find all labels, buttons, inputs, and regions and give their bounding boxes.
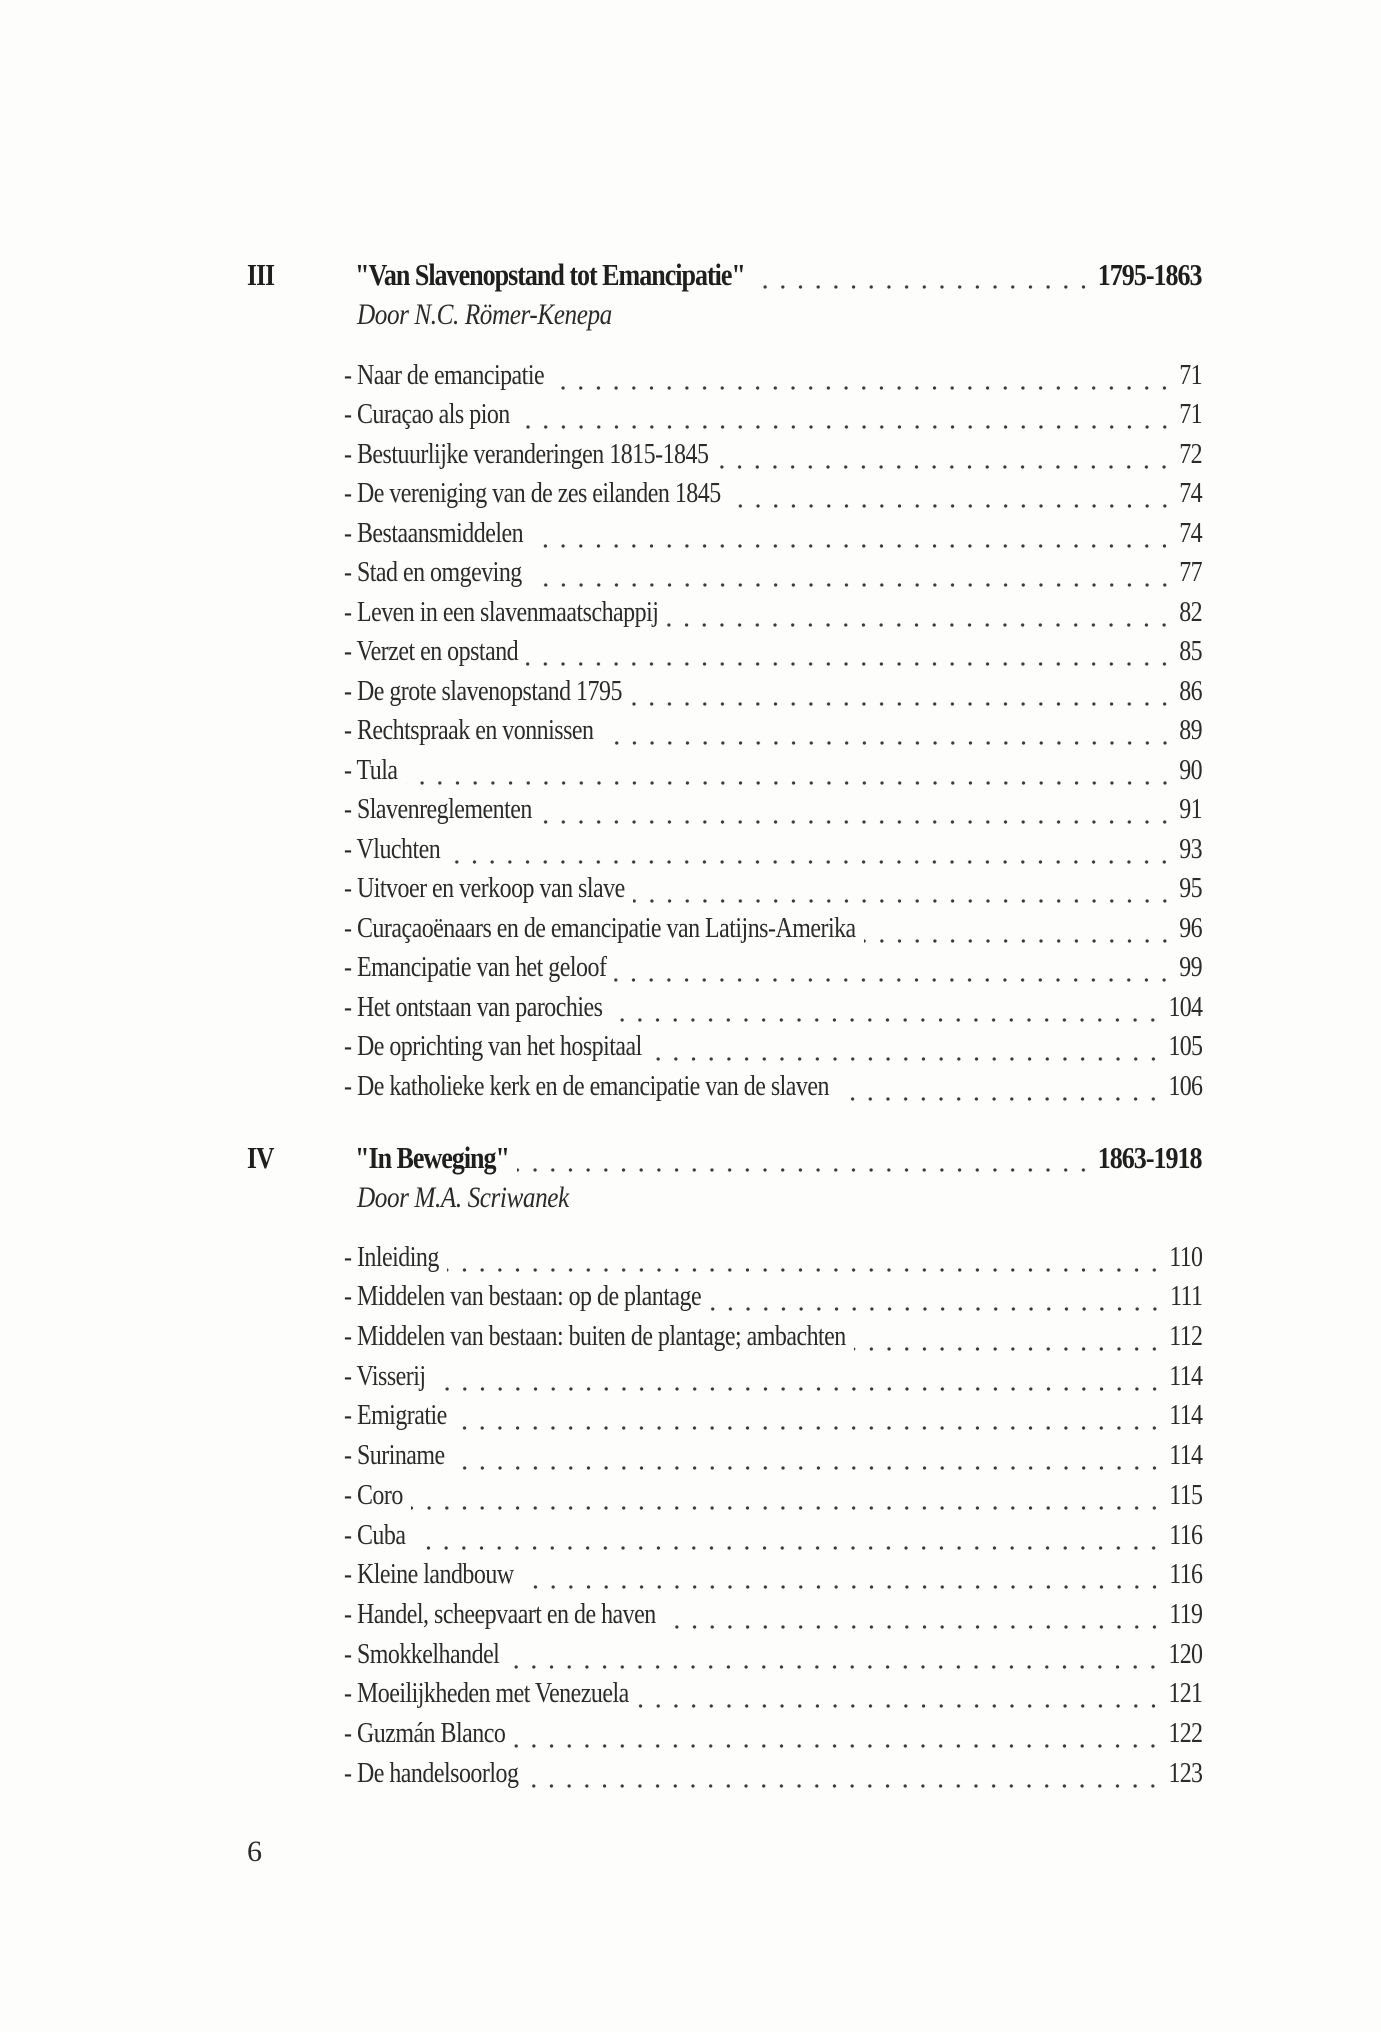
toc-entry[interactable] <box>344 1476 1202 1516</box>
dot-leader <box>513 1714 1162 1754</box>
entry-title: - Suriname <box>344 1440 445 1472</box>
entry-page-number: 89 <box>1179 715 1202 746</box>
toc-entry[interactable] <box>344 1397 1202 1437</box>
dot-leader <box>729 474 1174 514</box>
entry-title: - Inleiding <box>344 1241 439 1273</box>
toc-entry[interactable] <box>344 1556 1202 1596</box>
entry-title: - De grote slavenopstand 1795 <box>344 675 622 707</box>
entry-title: - Curaçaoënaars en de emancipatie van Latijns-Amerika <box>344 912 856 944</box>
entry-title: - De oprichting van het hospitaal <box>344 1031 642 1062</box>
page-number: 6 <box>247 1835 262 1868</box>
entry-page-number: 120 <box>1168 1638 1202 1670</box>
chapter-4 <box>0 1138 1381 1789</box>
entry-title: - Verzet en opstand <box>344 636 519 667</box>
entry-page-number: 90 <box>1179 754 1202 786</box>
entry-title: - Curaçao als pion <box>344 399 510 430</box>
dot-leader <box>602 711 1174 751</box>
dot-leader <box>854 1317 1163 1357</box>
entry-page-number: 71 <box>1179 399 1202 430</box>
entry-page-number: 95 <box>1179 873 1202 904</box>
entry-page-number: 106 <box>1168 1070 1202 1102</box>
entry-page-number: 96 <box>1179 912 1202 944</box>
toc-entry[interactable] <box>344 1317 1202 1357</box>
entry-list <box>344 1238 1202 1794</box>
entry-page-number: 122 <box>1168 1717 1202 1749</box>
entry-title: - Bestaansmiddelen <box>344 517 524 549</box>
dot-leader <box>448 830 1173 870</box>
dot-leader <box>518 395 1174 435</box>
entry-page-number: 123 <box>1168 1757 1202 1789</box>
dot-leader <box>552 356 1173 396</box>
toc-entry[interactable] <box>344 633 1202 673</box>
toc-entry[interactable] <box>344 1754 1202 1794</box>
entry-title: - Cuba <box>344 1519 406 1551</box>
entry-title: - Rechtspraak en vonnissen <box>344 715 594 746</box>
chapter-heading <box>0 255 1381 295</box>
toc-entry[interactable] <box>344 554 1202 594</box>
dot-leader <box>507 1635 1162 1675</box>
entry-title: - Guzmán Blanco <box>344 1717 506 1749</box>
entry-page-number: 114 <box>1168 1400 1202 1432</box>
entry-title: - Bestuurlijke veranderingen 1815-1845 <box>344 438 709 470</box>
dot-leader <box>526 632 1173 672</box>
chapter-heading <box>0 1138 1381 1178</box>
dot-leader <box>614 948 1173 988</box>
toc-entry[interactable] <box>344 791 1202 831</box>
entry-page-number: 82 <box>1179 596 1202 628</box>
entry-title: - De handelsoorlog <box>344 1757 519 1789</box>
dot-leader <box>453 1436 1163 1476</box>
chapter-3 <box>0 255 1381 1102</box>
entry-title: - Moeilijkheden met Venezuela <box>344 1678 629 1710</box>
entry-page-number: 119 <box>1168 1598 1202 1630</box>
toc-entry[interactable] <box>344 1516 1202 1556</box>
entry-title: - Kleine landbouw <box>344 1559 514 1591</box>
entry-page-number: 77 <box>1179 557 1202 588</box>
entry-page-number: 91 <box>1179 794 1202 825</box>
toc-entry[interactable] <box>344 475 1202 515</box>
chapter-author: Door N.C. Römer-Kenepa <box>357 298 612 331</box>
dot-leader <box>633 869 1174 909</box>
entry-list <box>344 356 1202 1107</box>
toc-entry[interactable] <box>344 751 1202 791</box>
dot-leader <box>610 988 1162 1028</box>
entry-page-number: 110 <box>1168 1241 1202 1273</box>
chapter-title-line <box>355 1138 1202 1178</box>
dot-leader <box>637 1674 1162 1714</box>
dot-leader <box>406 751 1174 791</box>
toc-entry[interactable] <box>344 1595 1202 1635</box>
entry-page-number: 85 <box>1179 636 1202 667</box>
toc-entry[interactable] <box>344 1028 1202 1068</box>
entry-title: - Stad en omgeving <box>344 557 522 588</box>
entry-title: - Leven in een slavenmaatschappij <box>344 596 659 628</box>
entry-title: - Coro <box>344 1479 403 1511</box>
entry-page-number: 93 <box>1179 833 1202 865</box>
dot-leader <box>709 1277 1164 1317</box>
dot-leader <box>753 255 1092 295</box>
toc-entry[interactable] <box>344 396 1202 436</box>
entry-page-number: 111 <box>1169 1281 1202 1313</box>
toc-entry[interactable] <box>344 435 1202 475</box>
toc-entry[interactable] <box>344 356 1202 396</box>
entry-page-number: 115 <box>1168 1479 1202 1511</box>
entry-title: - Emancipatie van het geloof <box>344 952 607 983</box>
chapter-author: Door M.A. Scriwanek <box>357 1181 569 1214</box>
dot-leader <box>517 1138 1092 1178</box>
toc-entry[interactable] <box>344 1714 1202 1754</box>
toc-entry[interactable] <box>344 949 1202 989</box>
chapter-years: 1863-1918 <box>1098 1140 1202 1175</box>
entry-page-number: 121 <box>1168 1678 1202 1710</box>
entry-title: - Uitvoer en verkoop van slave <box>344 873 625 904</box>
entry-title: - Slavenreglementen <box>344 794 532 825</box>
entry-page-number: 99 <box>1179 952 1202 983</box>
dot-leader <box>630 672 1173 712</box>
dot-leader <box>664 1595 1163 1635</box>
dot-leader <box>530 553 1174 593</box>
chapter-years: 1795-1863 <box>1098 257 1202 292</box>
dot-leader <box>716 435 1173 475</box>
entry-page-number: 74 <box>1179 517 1202 549</box>
dot-leader <box>864 909 1174 949</box>
dot-leader <box>540 790 1174 830</box>
entry-page-number: 86 <box>1179 675 1202 707</box>
dot-leader <box>411 1476 1163 1516</box>
entry-page-number: 112 <box>1168 1321 1202 1353</box>
dot-leader <box>434 1357 1163 1397</box>
dot-leader <box>531 514 1173 554</box>
chapter-title[interactable]: "Van Slavenopstand tot Emancipatie" <box>355 257 745 292</box>
entry-title: - Naar de emancipatie <box>344 359 545 391</box>
toc-entry[interactable] <box>344 830 1202 870</box>
chapter-title[interactable]: "In Beweging" <box>355 1140 509 1175</box>
toc-entry[interactable] <box>344 909 1202 949</box>
entry-page-number: 116 <box>1168 1559 1202 1591</box>
entry-title: - Smokkelhandel <box>344 1638 500 1670</box>
dot-leader <box>455 1396 1163 1436</box>
toc-entry[interactable] <box>344 1067 1202 1107</box>
entry-title: - Middelen van bestaan: buiten de plantage; ambachten <box>344 1321 846 1353</box>
entry-title: - Visserij <box>344 1360 426 1392</box>
chapter-numeral: IV <box>247 1140 274 1175</box>
entry-page-number: 71 <box>1179 359 1202 391</box>
toc-entry[interactable] <box>344 1278 1202 1318</box>
dot-leader <box>650 1027 1162 1067</box>
entry-title: - De vereniging van de zes eilanden 1845 <box>344 478 721 509</box>
dot-leader <box>666 593 1173 633</box>
entry-title: - Handel, scheepvaart en de haven <box>344 1598 656 1630</box>
dot-leader <box>522 1555 1163 1595</box>
toc-entry[interactable] <box>344 1436 1202 1476</box>
entry-page-number: 74 <box>1179 478 1202 509</box>
entry-title: - De katholieke kerk en de emancipatie van de slaven <box>344 1070 829 1102</box>
toc-entry[interactable] <box>344 1238 1202 1278</box>
entry-page-number: 116 <box>1168 1519 1202 1551</box>
entry-page-number: 114 <box>1168 1440 1202 1472</box>
toc-entry[interactable] <box>344 1635 1202 1675</box>
toc-entry[interactable] <box>344 988 1202 1028</box>
entry-title: - Tula <box>344 754 398 786</box>
dot-leader <box>837 1067 1162 1107</box>
entry-page-number: 72 <box>1179 438 1202 470</box>
dot-leader <box>526 1754 1162 1794</box>
toc-entry[interactable] <box>344 672 1202 712</box>
toc-entry[interactable] <box>344 1675 1202 1715</box>
chapter-title-line <box>355 255 1202 295</box>
dot-leader <box>413 1516 1163 1556</box>
dot-leader <box>447 1238 1163 1278</box>
toc-entry[interactable] <box>344 514 1202 554</box>
entry-page-number: 114 <box>1168 1360 1202 1392</box>
entry-page-number: 104 <box>1168 991 1202 1023</box>
entry-page-number: 105 <box>1168 1031 1202 1062</box>
entry-title: - Het ontstaan van parochies <box>344 991 603 1023</box>
entry-title: - Middelen van bestaan: op de plantage <box>344 1281 702 1313</box>
entry-title: - Emigratie <box>344 1400 447 1432</box>
toc-entry[interactable] <box>344 870 1202 910</box>
entry-title: - Vluchten <box>344 833 441 865</box>
toc-entry[interactable] <box>344 1357 1202 1397</box>
toc-entry[interactable] <box>344 712 1202 752</box>
chapter-numeral: III <box>247 257 275 292</box>
toc-entry[interactable] <box>344 593 1202 633</box>
